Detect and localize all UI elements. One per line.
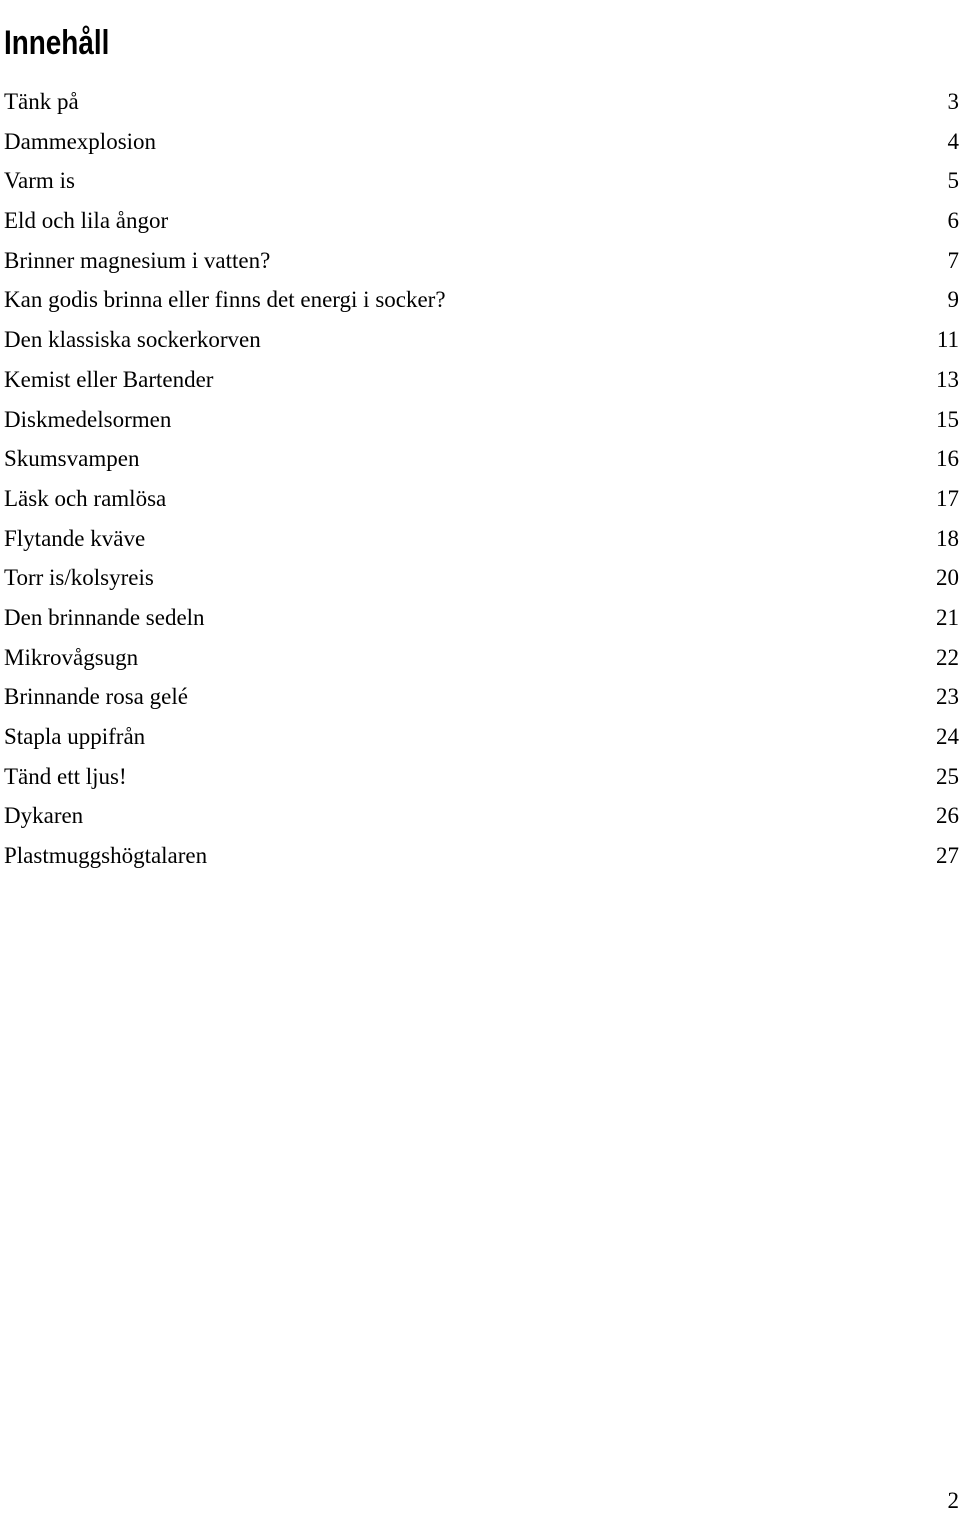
toc-entry-page: 7 bbox=[947, 247, 959, 273]
toc-row bbox=[4, 598, 959, 638]
toc-entry-page: 13 bbox=[936, 366, 959, 392]
toc-entry-title: Den klassiska sockerkorven bbox=[4, 327, 261, 353]
toc-entry-page: 23 bbox=[936, 684, 959, 710]
toc-row bbox=[4, 241, 959, 281]
toc-entry-title: Skumsvampen bbox=[4, 446, 140, 472]
toc-row bbox=[4, 757, 959, 797]
toc-entry-page: 9 bbox=[947, 287, 959, 313]
toc-row bbox=[4, 717, 959, 757]
toc-entry-page: 15 bbox=[936, 406, 959, 432]
toc-row bbox=[4, 836, 959, 876]
toc-entry-page: 17 bbox=[936, 485, 959, 511]
toc-entry-title: Diskmedelsormen bbox=[4, 406, 172, 432]
toc-entry-title: Dammexplosion bbox=[4, 128, 157, 154]
toc-entry-page: 21 bbox=[936, 604, 959, 630]
toc-row bbox=[4, 400, 959, 440]
page-title: Innehåll bbox=[4, 23, 110, 62]
toc-row bbox=[4, 320, 959, 360]
toc-row bbox=[4, 360, 959, 400]
toc-row bbox=[4, 677, 959, 717]
toc-row bbox=[4, 796, 959, 836]
toc-entry-page: 4 bbox=[947, 128, 959, 154]
toc-entry-title: Eld och lila ångor bbox=[4, 208, 169, 234]
toc-entry-title: Mikrovågsugn bbox=[4, 644, 139, 670]
toc-entry-page: 25 bbox=[936, 763, 959, 789]
toc-row bbox=[4, 201, 959, 241]
toc-entry-title: Brinner magnesium i vatten? bbox=[4, 247, 271, 273]
toc-entry-title: Flytande kväve bbox=[4, 525, 146, 551]
toc-entry-page: 26 bbox=[936, 803, 959, 829]
toc-row bbox=[4, 519, 959, 559]
toc-entry-title: Brinnande rosa gelé bbox=[4, 684, 188, 710]
toc-entry-title: Kemist eller Bartender bbox=[4, 366, 214, 392]
toc-row bbox=[4, 82, 959, 122]
toc-row bbox=[4, 280, 959, 320]
toc-entry-title: Plastmuggshögtalaren bbox=[4, 843, 208, 869]
toc-entry-page: 20 bbox=[936, 565, 959, 591]
toc-entry-title: Läsk och ramlösa bbox=[4, 485, 167, 511]
toc-entry-title: Torr is/kolsyreis bbox=[4, 565, 154, 591]
table-of-contents bbox=[4, 82, 959, 876]
toc-row bbox=[4, 638, 959, 678]
toc-row bbox=[4, 122, 959, 162]
toc-entry-title: Den brinnande sedeln bbox=[4, 604, 205, 630]
toc-entry-title: Kan godis brinna eller finns det energi i socker? bbox=[4, 287, 446, 313]
toc-row bbox=[4, 558, 959, 598]
toc-entry-title: Stapla uppifrån bbox=[4, 724, 146, 749]
toc-row bbox=[4, 439, 959, 479]
toc-entry-title: Tänk på bbox=[4, 89, 79, 114]
toc-entry-page: 3 bbox=[947, 89, 959, 114]
toc-entry-title: Dykaren bbox=[4, 803, 84, 829]
toc-entry-page: 5 bbox=[947, 168, 959, 194]
toc-entry-page: 27 bbox=[936, 843, 959, 869]
toc-row bbox=[4, 161, 959, 201]
toc-entry-title: Varm is bbox=[4, 168, 75, 194]
toc-entry-page: 18 bbox=[936, 525, 959, 551]
toc-entry-title: Tänd ett ljus! bbox=[4, 763, 127, 789]
toc-entry-page: 24 bbox=[936, 724, 959, 749]
toc-entry-page: 22 bbox=[936, 644, 959, 670]
toc-entry-page: 11 bbox=[936, 327, 959, 353]
page-number: 2 bbox=[947, 1488, 959, 1513]
toc-entry-page: 6 bbox=[947, 208, 959, 234]
toc-entry-page: 16 bbox=[936, 446, 959, 472]
toc-row bbox=[4, 479, 959, 519]
